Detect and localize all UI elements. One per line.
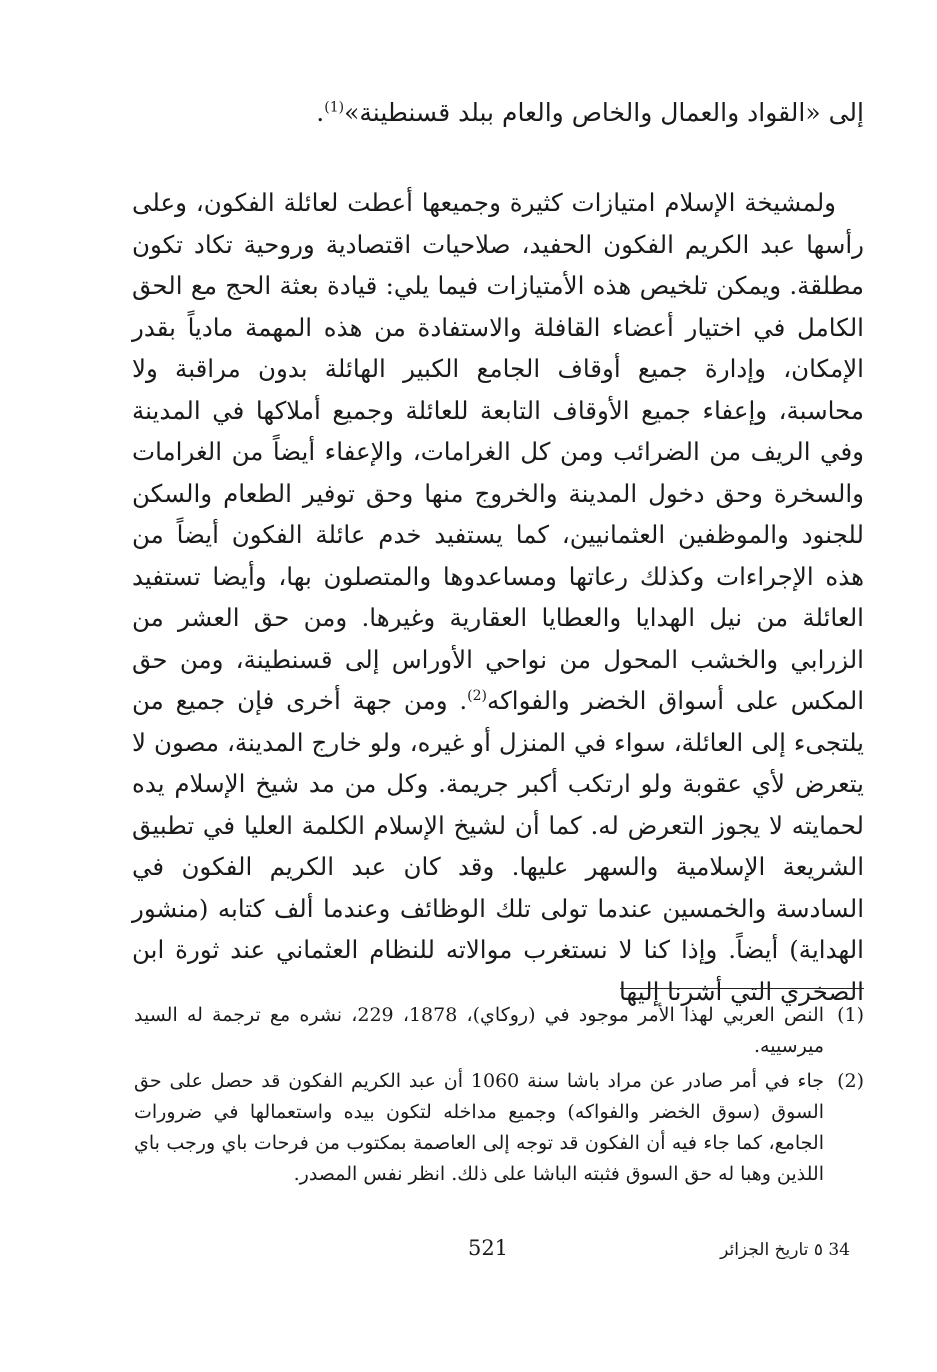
intro-text: إلى «القواد والعمال والخاص والعام ببلد قسنطينة» (344, 98, 864, 127)
intro-end: . (316, 98, 325, 127)
footnote-2-number: (2) (837, 1070, 864, 1092)
footnote-ref-1: (1) (324, 99, 345, 116)
body-text-part-2: . ومن جهة أخرى فإن جميع من يلتجىء إلى العائلة، سواء في المنزل أو غيره، ولو خارج المدينة، مصون لا يتعرض لأي عقوبة ولو ارتكب أكبر جريمة. وكل من مد شيخ الإسلام يده لحمايته لا يجوز التعرض له. كما أن لشيخ الإسلام الكلمة العليا في تطبيق الشريعة الإسلامية والسهر عليها. وقد كان عبد الكريم الفكون في السادسة والخمسين عندما تولى تلك الوظائف وعندما ألف كتابه (منشور الهداية) أيضاً. وإذا كنا لا نستغرب موالاته للنظام العثماني عند ثورة ابن الصخري التي أشرنا إليها (132, 686, 864, 1006)
footnote-2 (134, 1066, 864, 1190)
intro-line (132, 96, 864, 130)
footnote-1-number: (1) (837, 1004, 864, 1026)
footnote-2-text: جاء في أمر صادر عن مراد باشا سنة 1060 أن عبد الكريم الفكون قد حصل على حق السوق (سوق الخضر والفواكه) وجميع مداخله لتكون بيده واستعمالها في ضرورات الجامع، كما جاء فيه أن الفكون قد توجه إلى العاصمة بمكتوب من فرحات باي ورجب باي اللذين وهبا له حق السوق فثبته الباشا على ذلك. انظر نفس المصدر. (134, 1070, 824, 1185)
footnotes (134, 1000, 864, 1194)
body-text-part-1: ولمشيخة الإسلام امتيازات كثيرة وجميعها أعطت لعائلة الفكون، وعلى رأسها عبد الكريم الفكون الحفيد، صلاحيات اقتصادية وروحية تكاد تكون مطلقة. ويمكن تلخيص هذه الأمتيازات فيما يلي: قيادة بعثة الحج مع الحق الكامل في اختيار أعضاء القافلة والاستفادة من هذه المهمة مادياً بقدر الإمكان، وإدارة جميع أوقاف الجامع الكبير الهائلة بدون مراقبة ولا محاسبة، وإعفاء جميع الأوقاف التابعة للعائلة وجميع أملاكها في المدينة وفي الريف من الضرائب ومن كل الغرامات، والإعفاء أيضاً من الغرامات والسخرة وحق دخول المدينة والخروج منها وحق توفير الطعام والسكن للجنود والموظفين العثمانيين، كما يستفيد خدم عائلة الفكون أيضاً من هذه الإجراءات وكذلك رعاتها ومساعدوها والمتصلون بها، وأيضا تستفيد العائلة من نيل الهدايا والعطايا العقارية وغيرها. ومن حق العشر من الزرابي والخشب المحول من نواحي الأوراس إلى قسنطينة، ومن حق المكس على أسواق الخضر والفواكه (132, 188, 864, 715)
footnote-1-text: النص العربي لهذا الأمر موجود في (روكاي)، 1878، 229، نشره مع ترجمة له السيد ميرسييه. (134, 1004, 824, 1057)
page-number: 521 (467, 1236, 509, 1260)
footnote-1 (134, 1000, 864, 1062)
body-paragraph (132, 182, 864, 1012)
running-footer: 34 ٥ تاريخ الجزائر (720, 1240, 850, 1260)
footnote-ref-2: (2) (467, 687, 487, 704)
footnote-separator (620, 988, 864, 989)
